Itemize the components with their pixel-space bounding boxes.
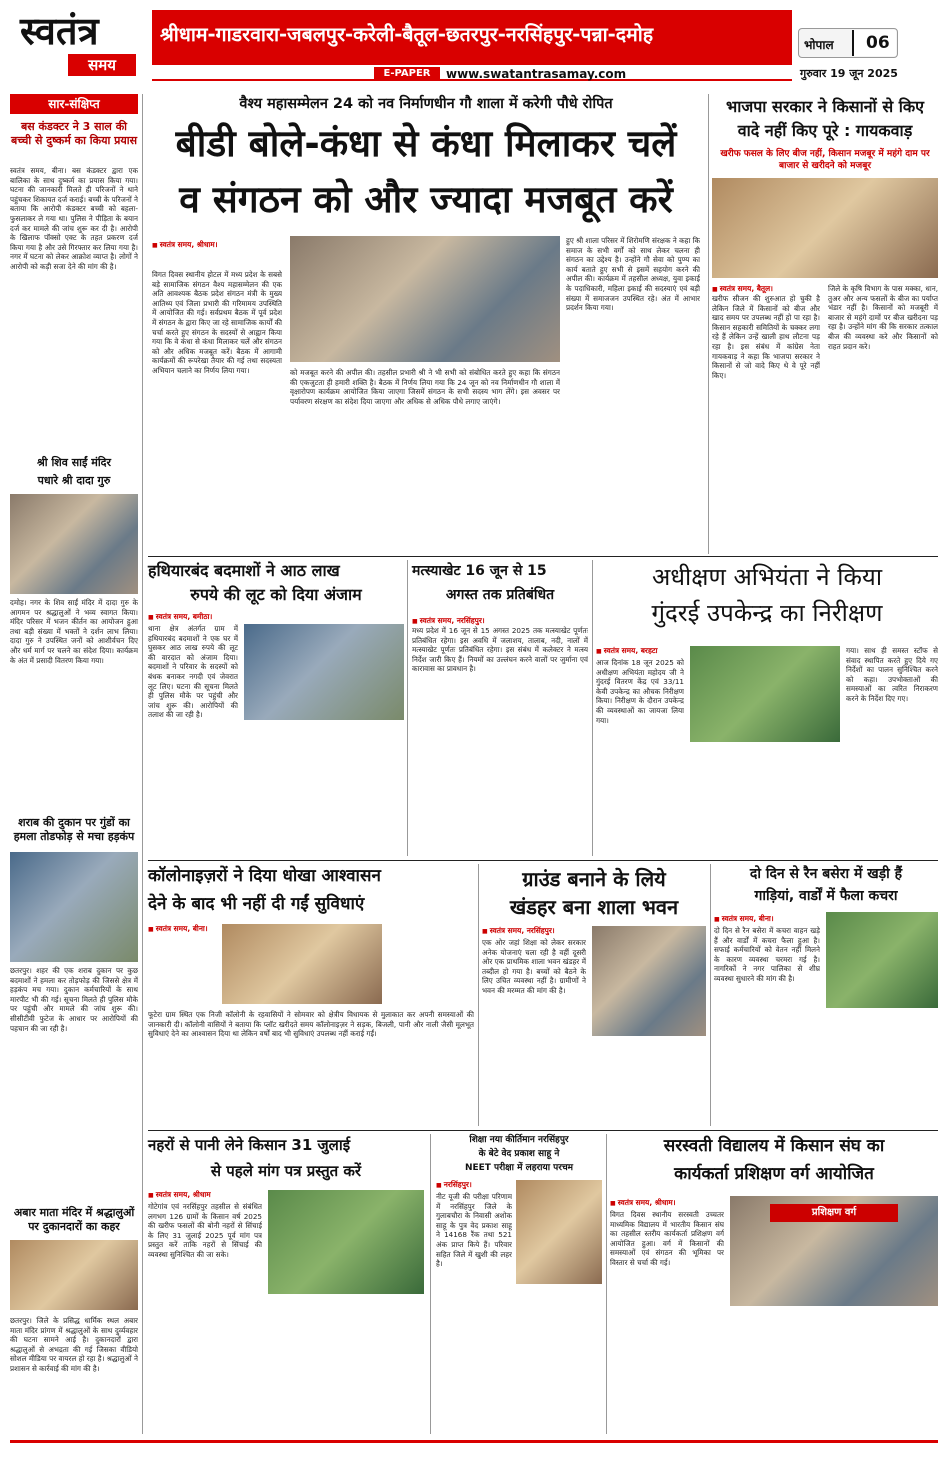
inspection-body-2: गया। साथ ही समस्त स्टॉफ से संवाद स्थापित करते हुए दिये गए निर्देशों का पालन सुनिश्चित करने को कहा। उपभोक्ताओं की समस्याओं का त्वरित निराकरण करने के निर्देश दिए गए।	[846, 646, 938, 703]
school-photo	[592, 926, 706, 1036]
issue-date: गुरुवार 19 जून 2025	[800, 67, 898, 80]
canal-title-2: से पहले मांग पत्र प्रस्तुत करें	[210, 1162, 362, 1180]
fishing-divider	[592, 560, 593, 856]
epaper-label: E-PAPER	[374, 67, 440, 81]
school-body: एक ओर जहां शिक्षा को लेकर सरकार अनेक योजनाएं चला रही है वहीं दूसरी ओर एक प्राथमिक शाला भवन खंडहर में तब्दील हो गया है। बच्चों को बैठने के लिए उचित व्यवस्था नहीं है। ग्रामीणों ने भवन की मरम्मत की मांग की है।	[482, 938, 586, 995]
edition-city: भोपाल	[804, 38, 834, 52]
robbery-divider	[407, 560, 408, 856]
fishing-story	[412, 560, 588, 856]
colonizer-body: फूटेरा ग्राम स्थित एक निजी कॉलोनी के रहवासियों ने सोमवार को क्षेत्रीय विधायक से मुलाकात कर अपनी समस्याओं की जानकारी दी। कॉलोनी वासियों ने बताया कि प्लॉट खरीदते समय कॉलोनाइज़र ने सड़क, बिजली, पानी और नाली जैसी मूलभूत सुविधाएं देने का आश्वासन दिया था लेकिन वर्षों बाद भी सुविधाएं उपलब्ध नहीं कराई गईं।	[148, 1010, 474, 1039]
inspection-title-2: गुंदरई उपकेन्द्र का निरीक्षण	[651, 599, 883, 627]
logo-top: स्वतंत्र	[20, 8, 99, 53]
saraswati-byline: ■ स्वतंत्र समय, श्रीधाम।	[610, 1198, 676, 1208]
brief-3-photo	[10, 852, 138, 962]
row-2-rule	[148, 860, 938, 861]
lead-body-1: विगत दिवस स्थानीय होटल में मध्य प्रदेश के सबसे बड़े सामाजिक संगठन वैश्य महासम्मेलन की एक अति आवश्यक बैठक प्रदेश संगठन मंत्री के मुख्य आतिथ्य एवं जिला प्रभारी की गरिमामय उपस्थिति में आयोजित की गई। सर्वप्रथम बैठक में पूर्व प्रदेश में संगठन के द्वारा किए जा रहे सामाजिक कार्यों की चर्चा करते हुए संगठन के सदस्यों से आह्वान किया गया कि वे कंधा से कंधा मिलाकर चलें और संगठन को और अधिक मजबूत करें। बैठक में आगामी कार्यक्रमों की रूपरेखा तैयार की गई तथा सदस्यता अभियान चलाने का निर्णय लिया गया।	[152, 270, 282, 375]
shelter-photo	[826, 912, 938, 1008]
canal-story	[148, 1134, 424, 1434]
neet-story	[436, 1134, 602, 1434]
row-3-rule	[148, 1130, 938, 1131]
lead-photo	[290, 236, 560, 362]
farmers-title-1: भाजपा सरकार ने किसानों से किए	[725, 97, 925, 116]
shelter-byline: ■ स्वतंत्र समय, बीना।	[714, 914, 774, 924]
masthead	[0, 0, 945, 88]
shelter-story	[714, 864, 938, 1126]
brief-1-title: बस कंडक्टर ने 3 साल की बच्ची से दुष्कर्म का किया प्रयास	[10, 120, 138, 147]
lead-byline: ■ स्वतंत्र समय, श्रीधाम।	[152, 240, 218, 250]
sidebar	[10, 94, 138, 1434]
neet-body: नीट यूजी की परीक्षा परिणाम में नरसिंहपुर जिले के गुलाबचौरा के निवासी अशोक साहू के पुत्र वेद प्रकाश साहू ने 14168 रैंक तथा 521 अंक प्राप्त किये हैं। परिवार सहित जिले में खुशी की लहर है।	[436, 1192, 512, 1269]
brief-3-title: शराब की दुकान पर गुंडों का हमला तोडफोड़ से मचा हड़कंप	[13, 816, 135, 843]
shelter-body: दो दिन से रैन बसेरा में कचरा वाहन खड़े हैं और वार्डों में कचरा फैला हुआ है। सफाई कर्मचारियों को वेतन नहीं मिलने के कारण व्यवस्था चरमरा गई है। नागरिकों ने नगर पालिका से शीघ्र व्यवस्था सुधारने की मांग की है।	[714, 926, 820, 983]
fishing-title-1: मत्स्याखेट 16 जून से 15	[412, 563, 547, 579]
neet-title-1: शिक्षा नया कीर्तिमान नरसिंहपुर	[469, 1135, 569, 1145]
robbery-title-2: रुपये की लूट को दिया अंजाम	[190, 585, 362, 604]
neet-divider	[606, 1134, 607, 1434]
brief-1-body: स्वतंत्र समय, बीना। बस कंडक्टर द्वारा एक बालिका के साथ दुष्कर्म का प्रयास किया गया। घटना की जानकारी मिलते ही परिजनों ने थाने पहुंचकर शिकायत दर्ज कराई। बच्ची के परिजनों ने बताया कि आरोपी कंडक्टर बच्ची को बहला-फुसलाकर ले गया था। पुलिस ने पीड़िता के बयान दर्ज कर मामले की जांच शुरू कर दी है। आरोपी के खिलाफ पॉक्सो एक्ट के तहत प्रकरण दर्ज किया गया है और उसे गिरफ्तार कर लिया गया है। नगर में घटना को लेकर आक्रोश व्याप्त है। लोगों ने आरोपी को कड़ी सजा देने की मांग की है।	[10, 166, 138, 271]
robbery-story	[148, 560, 404, 856]
robbery-photo	[244, 624, 404, 720]
logo-bottom: समय	[68, 54, 136, 76]
neet-title-3: NEET परीक्षा में लहराया परचम	[464, 1163, 574, 1173]
shelter-title-1: दो दिन से रैन बसेरा में खड़ी हैं	[749, 866, 903, 882]
school-divider	[710, 864, 711, 1126]
canal-title-1: नहरों से पानी लेने किसान 31 जुलाई	[148, 1136, 351, 1154]
website[interactable]: www.swatantrasamay.com	[446, 67, 627, 81]
neet-photo	[516, 1180, 602, 1284]
school-story	[482, 864, 706, 1126]
canal-byline: ■ स्वतंत्र समय, श्रीधाम	[148, 1190, 211, 1200]
farmers-story	[712, 94, 938, 554]
shelter-title-2: गाड़ियां, वार्डों में फैला कचरा	[754, 888, 898, 904]
lead-kicker: वैश्य महासम्मेलन 24 को नव निर्माणधीन गौ शाला में करेगी पौधे रोपित	[239, 96, 613, 112]
colonizer-story	[148, 864, 474, 1126]
brief-2-body: दमोह। नगर के शिव साईं मंदिर में दादा गुरु के आगमन पर श्रद्धालुओं ने भव्य स्वागत किया। मंदिर परिसर में भजन कीर्तन का आयोजन हुआ तथा बड़ी संख्या में भक्तों ने दर्शन लाभ लिया। दादा गुरु ने उपस्थित जनों को आशीर्वचन दिए और धर्म मार्ग पर चलने का संदेश दिया। कार्यक्रम के अंत में प्रसादी वितरण किया गया।	[10, 598, 138, 665]
inspection-story	[596, 560, 938, 856]
sidebar-divider	[142, 94, 143, 1434]
row-1-rule	[148, 556, 938, 557]
fishing-body: मध्य प्रदेश में 16 जून से 15 अगस्त 2025 तक मत्स्याखेट पूर्णतः प्रतिबंधित रहेगा। इस अवधि में जलाशय, तालाब, नदी, नालों में मत्स्याखेट पूर्णतः प्रतिबंधित रहेगा। इस संबंध में कलेक्टर ने मत्स्य निर्देश जारी किए हैं। नियमों का उल्लंघन करने वालों पर जुर्माना एवं कारावास का प्रावधान है।	[412, 626, 588, 674]
logo	[20, 10, 140, 80]
saraswati-body: विगत दिवस स्थानीय सरस्वती उच्चतर माध्यमिक विद्यालय में भारतीय किसान संघ का तहसील स्तरीय कार्यकर्ता प्रशिक्षण वर्ग आयोजित हुआ। वर्ग में किसानों की समस्याओं एवं संगठन की भूमिका पर विस्तार से चर्चा की गई।	[610, 1210, 724, 1267]
robbery-byline: ■ स्वतंत्र समय, बमीठा।	[148, 612, 212, 622]
colonizer-byline: ■ स्वतंत्र समय, बीना।	[148, 924, 208, 934]
neet-byline: ■ नरसिंहपुर।	[436, 1180, 472, 1190]
lead-body-3: हुए श्री शाला परिसर में शिरोमणि संरक्षक ने कहा कि समाज के सभी वर्गों को साथ लेकर चलना ही संगठन का उद्देश्य है। उन्होंने गौ सेवा को पुण्य का कार्य बताते हुए सभी से इसमें सहयोग करने की अपील की। कार्यक्रम में तहसील अध्यक्ष, युवा इकाई के पदाधिकारी, महिला इकाई की सदस्याएं एवं बड़ी संख्या में समाजजन उपस्थित रहे। अंत में आभार प्रदर्शन किया गया।	[566, 236, 700, 313]
canal-body: गोटेगांव एवं नरसिंहपुर तहसील से संबंधित लगभग 126 ग्रामों के किसान वर्ष 2025 की खरीफ फसलों की बोनी नहरों से सिंचाई के लिए 31 जुलाई 2025 पूर्व मांग पत्र प्रस्तुत करें ताकि नहरों से सिंचाई की व्यवस्था सुनिश्चित की जा सके।	[148, 1202, 262, 1259]
brief-2-title-1: श्री शिव साईं मंदिर	[36, 456, 112, 469]
brief-4-title: अबार माता मंदिर में श्रद्धालुओं पर दुकानदारों का कहर	[13, 1206, 135, 1233]
canal-photo	[268, 1190, 424, 1294]
lead-body-2: को मजबूत करने की अपील की। तहसील प्रभारी श्री ने भी सभी को संबोधित करते हुए कहा कि संगठन की एकजुटता ही हमारी शक्ति है। बैठक में निर्णय लिया गया कि 24 जून को नव निर्माणधीन गौ शाला में वृक्षारोपण कार्यक्रम आयोजित किया जाएगा जिसमें संगठन के सभी सदस्य भाग लेंगे। इस अवसर पर पर्यावरण संरक्षण का संदेश दिया जाएगा और अधिक से अधिक पौधे लगाए जाएंगे।	[290, 368, 560, 406]
fishing-byline: ■ स्वतंत्र समय, नरसिंहपुर।	[412, 616, 485, 626]
saraswati-story	[610, 1134, 938, 1434]
farmers-body-2: जिले के कृषि विभाग के पास मक्का, धान, तुअर और अन्य फसलों के बीज का पर्याप्त भंडार नहीं है। किसानों को मजबूरी में बाजार से महंगे दामों पर बीज खरीदना पड़ रहा है। उन्होंने मांग की कि सरकार तत्काल बीज की व्यवस्था करे और किसानों को राहत प्रदान करे।	[828, 284, 938, 351]
brief-4-body: छतरपुर। जिले के प्रसिद्ध धार्मिक स्थल अबार माता मंदिर प्रांगण में श्रद्धालुओं के साथ दुर्व्यवहार की घटना सामने आई है। दुकानदारों द्वारा श्रद्धालुओं से अभद्रता की गई जिसका वीडियो सोशल मीडिया पर वायरल हो रहा है। श्रद्धालुओं ने प्रशासन से कार्रवाई की मांग की है।	[10, 1316, 138, 1373]
brief-3-body: छतरपुर। शहर की एक शराब दुकान पर कुछ बदमाशों ने हमला कर तोड़फोड़ की जिससे क्षेत्र में हड़कंप मच गया। दुकान कर्मचारियों के साथ मारपीट भी की गई। सूचना मिलते ही पुलिस मौके पर पहुंची और मामले की जांच शुरू की। सीसीटीवी फुटेज के आधार पर आरोपियों की पहचान की जा रही है।	[10, 966, 138, 1033]
canal-divider	[430, 1134, 431, 1434]
school-title-1: ग्राउंड बनाने के लिये	[522, 867, 666, 891]
farmers-photo	[712, 178, 938, 278]
inspection-body-1: आज दिनांक 18 जून 2025 को अधीक्षण अभियंता महोदय जी ने गुंदरई वितरण केंद्र एवं 33/11 केवी उपकेन्द्र का औचक निरीक्षण किया। निरीक्षण के दौरान उपकेन्द्र की व्यवस्थाओं का जायजा लिया गया।	[596, 658, 684, 725]
saraswati-title-2: कार्यकर्ता प्रशिक्षण वर्ग आयोजित	[674, 1164, 874, 1184]
robbery-body: थाना क्षेत्र अंतर्गत ग्राम में हथियारबंद बदमाशों ने एक घर में घुसकर आठ लाख रुपये की लूट की वारदात को अंजाम दिया। बदमाशों ने परिवार के सदस्यों को बंधक बनाकर नगदी एवं जेवरात लूट लिए। घटना की सूचना मिलते ही पुलिस मौके पर पहुंची और जांच शुरू की। आरोपियों की तलाश की जा रही है।	[148, 624, 238, 720]
robbery-title-1: हथियारबंद बदमाशों ने आठ लाख	[148, 561, 340, 580]
saraswati-photo	[730, 1196, 938, 1306]
saraswati-title-1: सरस्वती विद्यालय में किसान संघ का	[663, 1136, 885, 1156]
colonizer-photo	[222, 924, 382, 1004]
brief-2-title-2: पधारे श्री दादा गुरु	[37, 474, 111, 487]
fishing-title-2: अगस्त तक प्रतिबंधित	[445, 587, 555, 603]
lead-title-2: व संगठन को और ज्यादा मजबूत करें	[179, 178, 673, 221]
lead-story	[148, 94, 704, 554]
inspection-title-1: अधीक्षण अभियंता ने किया	[651, 563, 883, 591]
brief-2-photo	[10, 494, 138, 594]
lead-divider	[708, 94, 709, 554]
school-title-2: खंडहर बना शाला भवन	[509, 895, 679, 919]
cities-text: श्रीधाम-गाडरवारा-जबलपुर-करेली-बैतूल-छतरपुर-नरसिंहपुर-पन्ना-दमोह	[160, 23, 654, 46]
sidebar-header: सार-संक्षिप्त	[10, 94, 138, 114]
lead-title-1: बीडी बोले-कंधा से कंधा मिलाकर चलें	[175, 122, 677, 165]
farmers-byline: ■ स्वतंत्र समय, बैतूल।	[712, 284, 773, 294]
inspection-byline: ■ स्वतंत्र समय, बरहटा	[596, 646, 658, 656]
page-number: 06	[866, 33, 890, 53]
inspection-photo	[690, 646, 840, 742]
colonizer-title-2: देने के बाद भी नहीं दी गईं सुविधाएं	[148, 894, 365, 914]
farmers-sub: खरीफ फसल के लिए बीज नहीं, किसान मजबूर में महंगे दाम पर बाजार से खरीदने को मजबूर	[720, 149, 930, 171]
bottom-rule	[10, 1440, 938, 1443]
brief-4-photo	[10, 1240, 138, 1310]
farmers-title-2: वादे नहीं किए पूरे : गायकवाड़	[737, 121, 913, 140]
saraswati-banner: प्रशिक्षण वर्ग	[770, 1204, 898, 1222]
neet-title-2: के बेटे वेद प्रकाश साहू ने	[478, 1149, 560, 1159]
farmers-body-1: खरीफ सीजन की शुरुआत हो चुकी है लेकिन जिले में किसानों को बीज और खाद समय पर उपलब्ध नहीं हो पा रहा है। किसान सहकारी समितियों के चक्कर लगा रहे हैं लेकिन उन्हें खाली हाथ लौटना पड़ रहा है। इस संबंध में कांग्रेस नेता गायकवाड़ ने कहा कि भाजपा सरकार ने किसानों से जो वादे किए थे वे पूरे नहीं किए।	[712, 294, 820, 380]
school-byline: ■ स्वतंत्र समय, नरसिंहपुर।	[482, 926, 555, 936]
colonizer-divider	[478, 864, 479, 1126]
colonizer-title-1: कॉलोनाइज़रों ने दिया धोखा आश्वासन	[148, 866, 381, 886]
